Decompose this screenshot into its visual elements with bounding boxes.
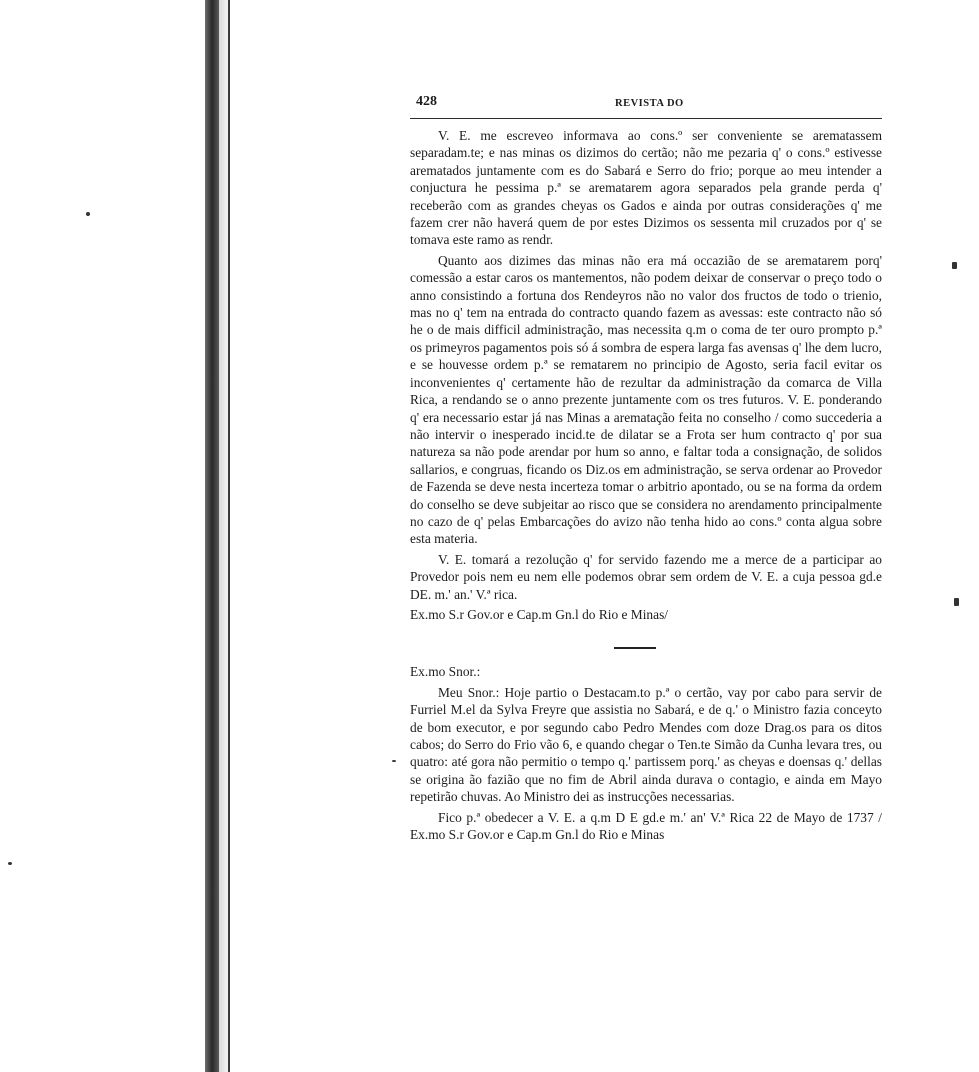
document-page — [410, 94, 882, 964]
paragraph: Quanto aos dizimes das minas não era má occazião de se arematarem porq' comessão a estar caros os mantementos, não podem deixar de conservar o preço todo o anno consistindo a fortuna dos Rendeyros não no valor dos fructos de todo o trienio, mas no q' tem na entrada do contracto quando fazem as avessas: este contracto não só he o de mais difficil administração, mas necessita q.m o coma de ter ouro prompto p.ª os primeyros pagamentos pois só á sombra de espera larga fas avensas q' lhe dem lucro, e se houvesse ordem p.ª se rematarem no principio de Agosto, seria facil evitar os inconvenientes q' certamente hão de rezultar da administração da comarca de Villa Rica, a rendando se o anno prezente juntamente com os tres futuros. V. E. ponderando q' era necessario estar já nas Minas a arematação feita no conselho / como succederia a não intervir o inesperado incid.te de dilatar se a Frota ser hum contracto q' por sua natureza sa não pode arendar por hum so anno, e faltar toda a consignação, de solidos sallarios, e congruas, ficando os Diz.os em administração, se serva ordenar ao Provedor de Fazenda se deve nesta incerteza tomar o arbitrio apontado, ou se na forma da ordem do conselho se deve subjeitar ao risco que se considera no arendamento principalmente no cazo de q' pelas Embarcações do avizo não tenha hido ao cons.º conta algua sobre esta materia. — [410, 252, 882, 547]
gutter-shadow — [219, 0, 228, 1072]
paragraph: V. E. me escreveo informava ao cons.º ser conveniente se arematassem separadam.te; e nas minas os dizimos do certão; não me pezaria q' o cons.º estivesse arematados juntamente com es do Sabará e Serro do frio; porque ao meu intender a conjuctura he pessima p.ª se arematarem agora separados pela grande perda q' receberão com as grandes cheyas os Gados e ainda por outras considerações q' me fazem crer não haverá quem de por estes Dizimos os sessenta mil cruzados por q' se tomava este ramo as rendr. — [410, 128, 882, 248]
paragraph: Fico p.ª obedecer a V. E. a q.m D E gd.e m.' an' V.ª Rica 22 de Mayo de 1737 / Ex.mo S.r Gov.or e Cap.m Gn.l do Rio e Minas — [410, 809, 882, 843]
paragraph: Meu Snor.: Hoje partio o Destacam.to p.ª o certão, vay por cabo para servir de Furriel M.el da Sylva Freyre que assistia no Sabará, e de q.' o Ministro fazia conceyto de bom executor, e por segundo cabo Pedro Mendes com doze Drag.os para os ditos cabos; do Serro do Frio vão 6, e quando chegar o Ten.te Simão da Cunha levara tres, ou quatro: até gora não permitio o tempo q.' partissem porq.' as cheyas e doensas q.' dellas se origina ão fazião que no fim de Abril ainda durava o contagio, e ainda em Mayo repetirão chuvas. Ao Ministro dei as instrucções necessarias. — [410, 684, 882, 805]
letter-two — [410, 663, 882, 843]
scan-speck — [954, 598, 959, 606]
section-divider — [614, 647, 656, 649]
gutter-edge-line — [228, 0, 230, 1072]
paragraph: V. E. tomará a rezolução q' for servido fazendo me a merce de a participar ao Provedor pois nem eu nem elle podemos obrar sem ordem de V. E. a cuja pessoa gd.e DE. m.' an.' V.ª rica. — [410, 551, 882, 602]
scan-speck — [952, 262, 957, 269]
letter-one — [410, 127, 882, 623]
running-head: REVISTA DO — [615, 98, 684, 109]
page-number: 428 — [416, 94, 437, 109]
scan-speck — [392, 760, 396, 762]
salutation: Ex.mo Snor.: — [410, 664, 481, 680]
page-header — [410, 94, 882, 116]
book-gutter — [0, 0, 230, 1072]
body-text — [410, 127, 882, 846]
binding-strip — [205, 0, 219, 1072]
scan-speck — [86, 212, 90, 216]
scan-speck — [8, 862, 12, 865]
header-rule — [410, 118, 882, 119]
addressee-line: Ex.mo S.r Gov.or e Cap.m Gn.l do Rio e Minas/ — [410, 606, 668, 622]
